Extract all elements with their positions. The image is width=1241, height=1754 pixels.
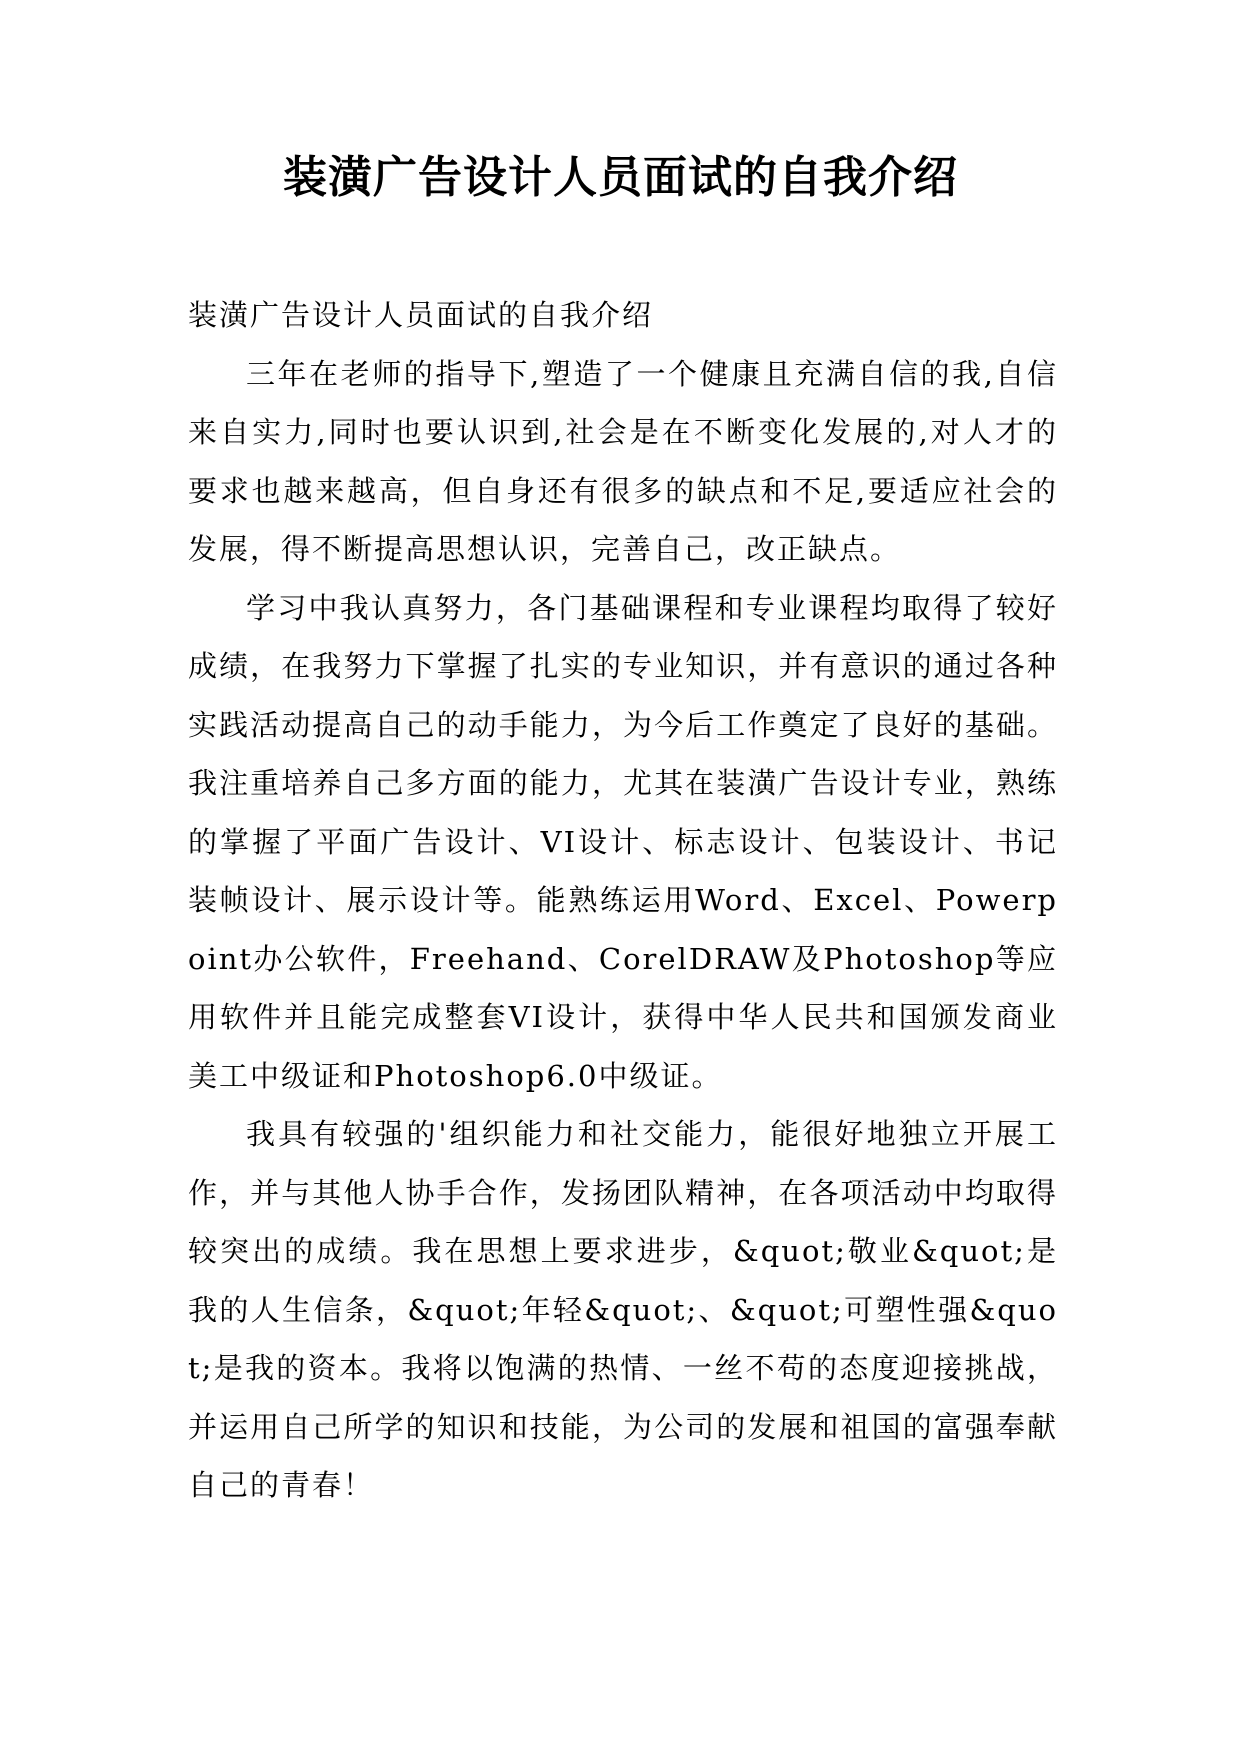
paragraph-3: 我具有较强的'组织能力和社交能力，能很好地独立开展工作，并与其他人协手合作，发扬团队精神，在各项活动中均取得较突出的成绩。我在思想上要求进步，&quot;敬业&quot;是我的人生信条，&quot;年轻&quot;、&quot;可塑性强&quot;是我的资本。我将以饱满的热情、一丝不苟的态度迎接挑战，并运用自己所学的知识和技能，为公司的发展和祖国的富强奉献自己的青春！ bbox=[188, 1117, 1058, 1502]
paragraph-2: 学习中我认真努力，各门基础课程和专业课程均取得了较好成绩，在我努力下掌握了扎实的专业知识，并有意识的通过各种实践活动提高自己的动手能力，为今后工作奠定了良好的基础。我注重培养自己多方面的能力，尤其在装潢广告设计专业，熟练的掌握了平面广告设计、VI设计、标志设计、包装设计、书记装帧设计、展示设计等。能熟练运用Word、Excel、Powerpoint办公软件，Freehand、CorelDRAW及Photoshop等应用软件并且能完成整套VI设计，获得中华人民共和国颁发商业美工中级证和Photoshop6.0中级证。 bbox=[188, 590, 1058, 1093]
document-subtitle: 装潢广告设计人员面试的自我介绍 bbox=[188, 298, 654, 332]
document-body bbox=[188, 286, 1058, 1515]
page-title: 装潢广告设计人员面试的自我介绍 bbox=[283, 152, 958, 203]
paragraph-1: 三年在老师的指导下,塑造了一个健康且充满自信的我,自信来自实力,同时也要认识到,社会是在不断变化发展的,对人才的要求也越来越高，但自身还有很多的缺点和不足,要适应社会的发展，得不断提高思想认识，完善自己，改正缺点。 bbox=[188, 356, 1058, 566]
